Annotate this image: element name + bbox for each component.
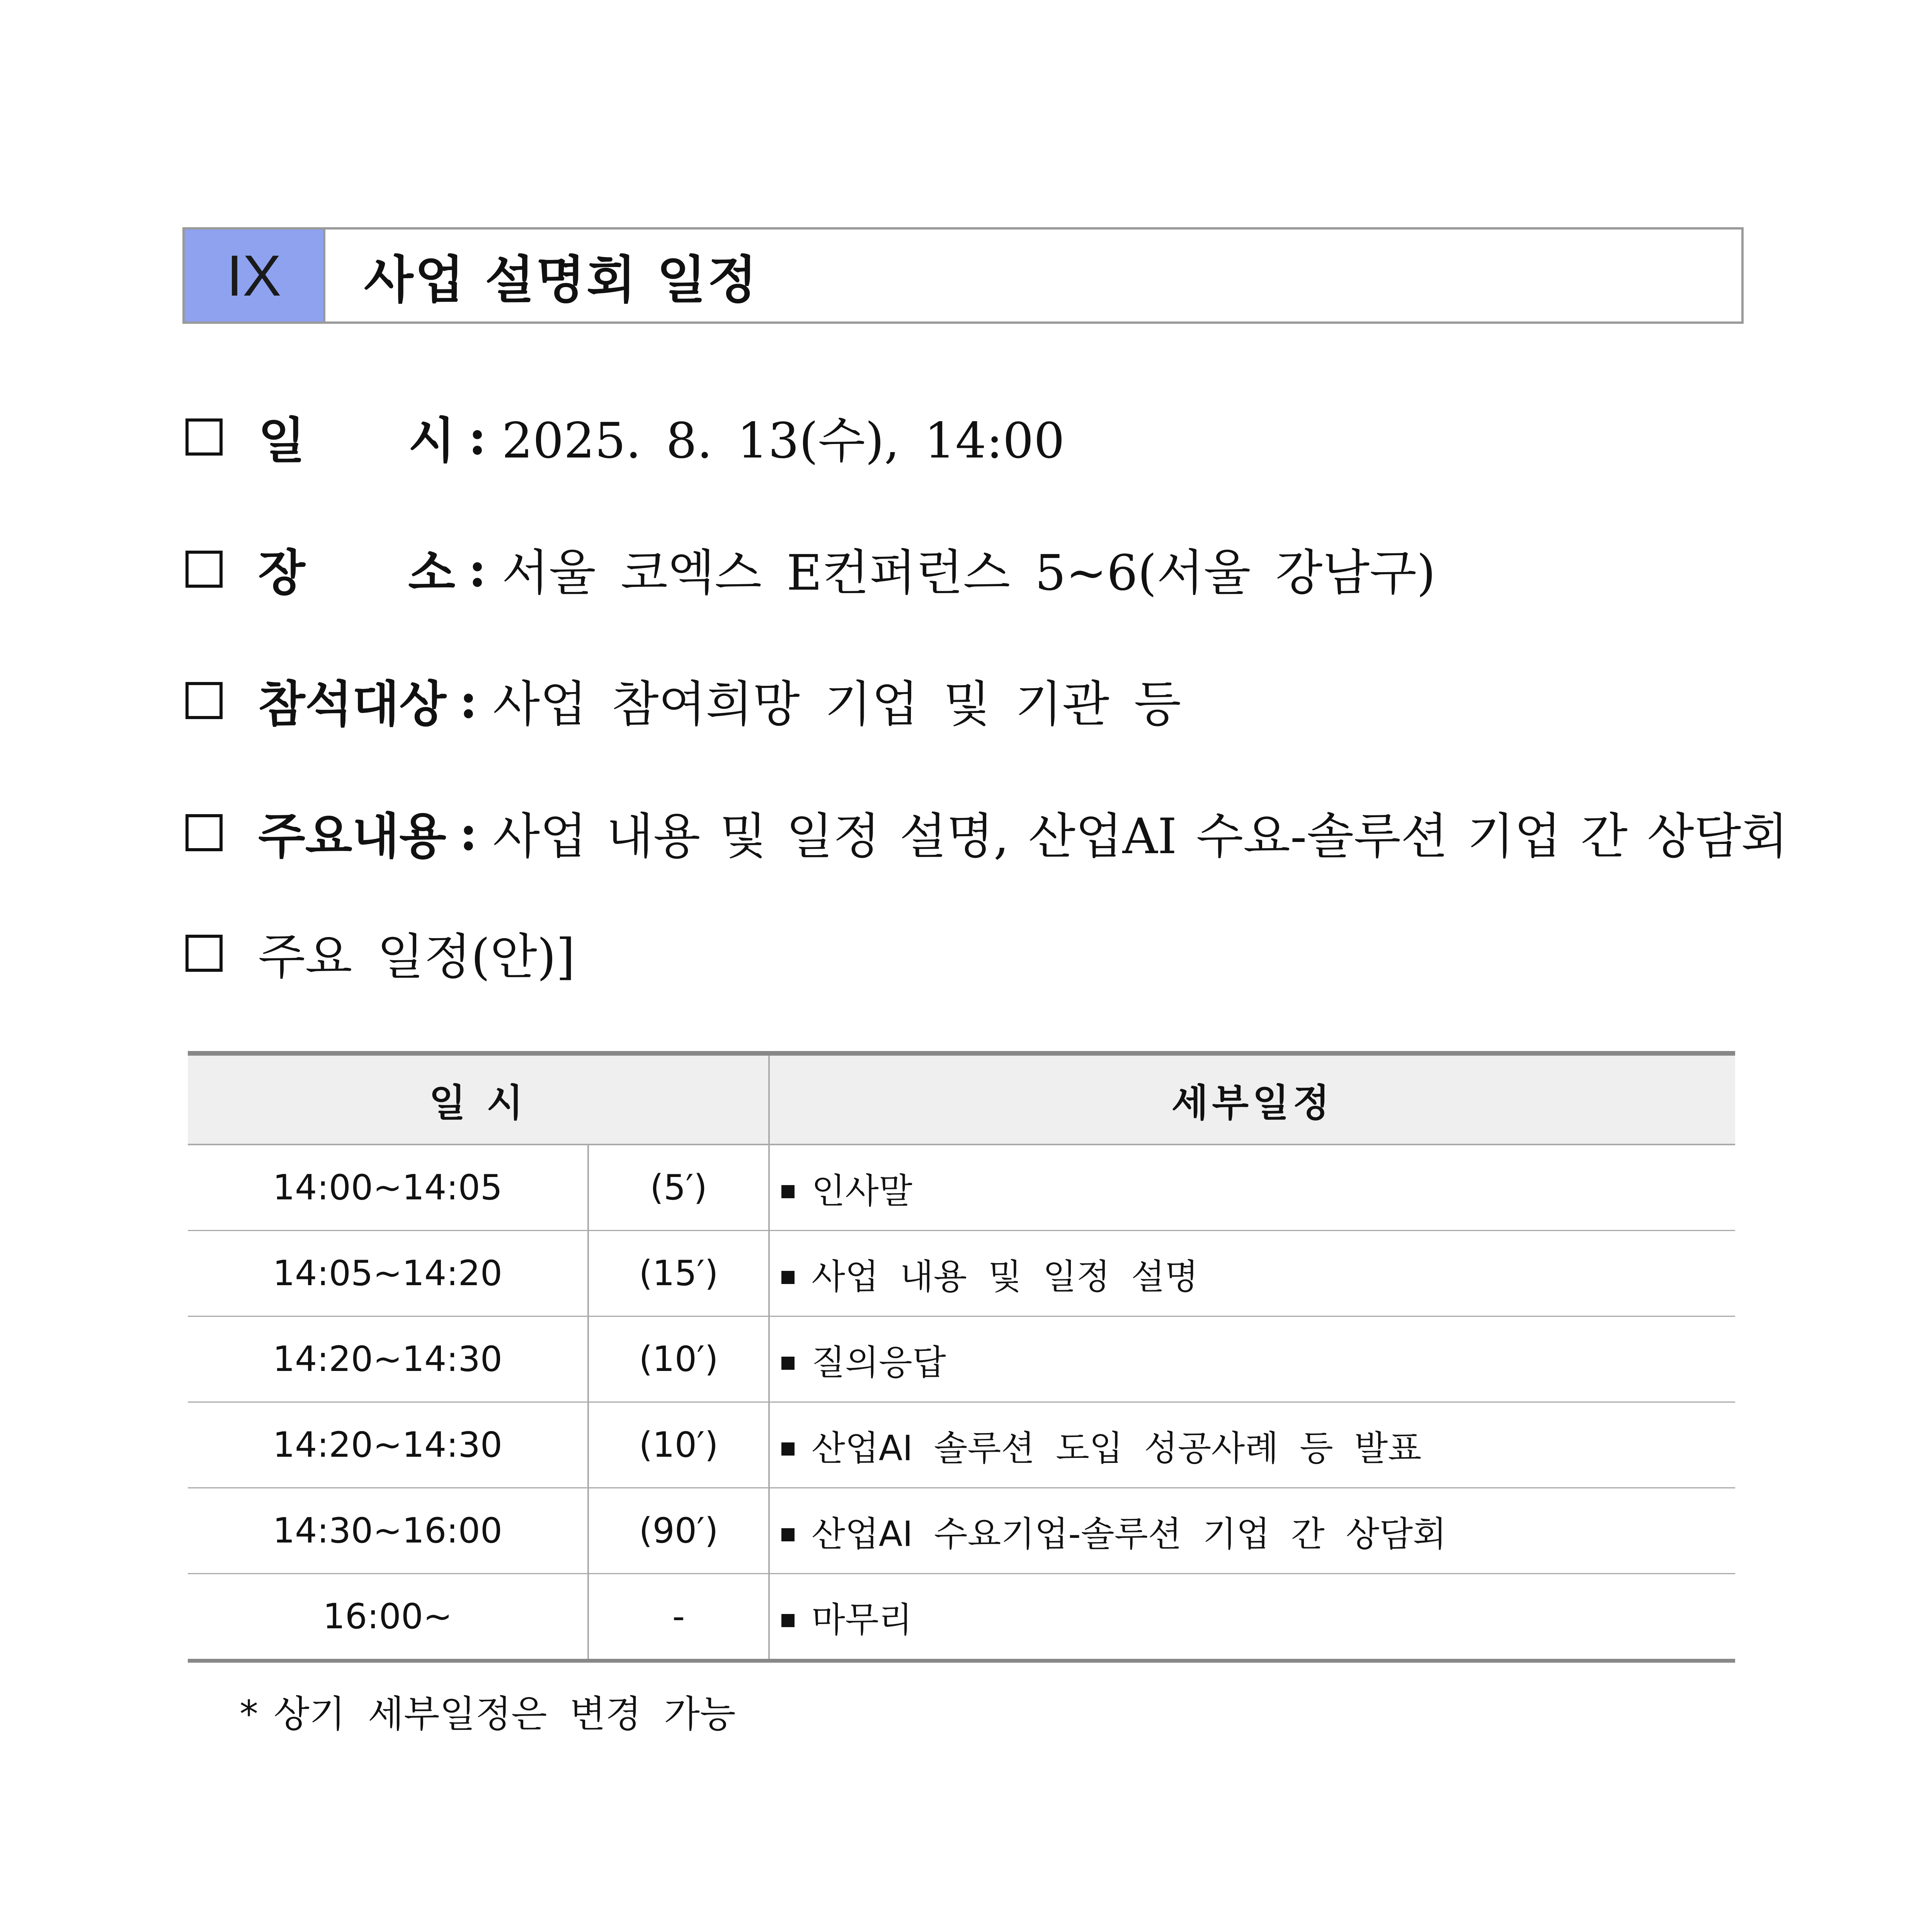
header-detail: 세부일정 (769, 1053, 1735, 1145)
table-row (188, 1145, 1735, 1231)
checkbox-square-icon (185, 935, 223, 972)
square-bullet-icon (781, 1185, 795, 1198)
row-time: 14:20~14:30 (188, 1402, 588, 1488)
info-value-datetime: 2025. 8. 13(수), 14:00 (502, 412, 1065, 469)
asterisk-mark: * (240, 1692, 258, 1736)
row-duration: (5′) (588, 1145, 769, 1231)
checkbox-square-icon (185, 551, 223, 588)
row-detail: 산업AI 수요기업-솔루션 기업 간 상담회 (769, 1488, 1735, 1574)
info-row-datetime (185, 402, 1065, 472)
row-time: 14:20~14:30 (188, 1316, 588, 1402)
info-row-audience (185, 665, 1181, 735)
square-bullet-icon (781, 1528, 795, 1541)
row-duration: - (588, 1574, 769, 1661)
row-time: 16:00~ (188, 1574, 588, 1661)
info-value-venue: 서울 코엑스 E컨퍼런스 5~6(서울 강남구) (502, 544, 1436, 601)
square-bullet-icon (781, 1357, 795, 1370)
row-duration: (90′) (588, 1488, 769, 1574)
note-text: 상기 세부일정은 변경 가능 (274, 1692, 736, 1736)
checkbox-square-icon (185, 418, 223, 456)
row-time: 14:30~16:00 (188, 1488, 588, 1574)
info-value-content: 사업 내용 및 일정 설명, 산업AI 수요-솔루션 기업 간 상담회 (493, 808, 1788, 865)
checkbox-square-icon (185, 814, 223, 851)
row-time: 14:05~14:20 (188, 1231, 588, 1316)
row-detail: 질의응답 (769, 1316, 1735, 1402)
table-row (188, 1231, 1735, 1316)
row-duration: (10′) (588, 1402, 769, 1488)
info-row-schedule-title (185, 918, 575, 988)
info-label-venue: 장 소 (258, 544, 455, 601)
info-label-audience: 참석대상 (258, 675, 446, 733)
square-bullet-icon (781, 1614, 795, 1627)
info-label-datetime: 일 시 (258, 412, 455, 469)
table-row (188, 1316, 1735, 1402)
square-bullet-icon (781, 1442, 795, 1456)
info-separator: : (459, 672, 478, 729)
row-time: 14:00~14:05 (188, 1145, 588, 1231)
row-duration: (15′) (588, 1231, 769, 1316)
info-row-content (185, 798, 1788, 867)
row-detail: 사업 내용 및 일정 설명 (769, 1231, 1735, 1316)
section-title: 사업 설명회 일정 (364, 250, 759, 310)
info-separator: : (468, 408, 487, 466)
info-label-content: 주요내용 (258, 808, 446, 865)
row-detail: 산업AI 솔루션 도입 성공사례 등 발표 (769, 1402, 1735, 1488)
header-time: 일 시 (188, 1053, 769, 1145)
table-row (188, 1402, 1735, 1488)
schedule-note (240, 1685, 736, 1738)
info-value-audience: 사업 참여희망 기업 및 기관 등 (493, 676, 1181, 733)
table-row (188, 1574, 1735, 1661)
info-separator: : (459, 804, 478, 861)
section-header (182, 227, 1744, 324)
info-separator: : (468, 540, 487, 598)
checkbox-square-icon (185, 682, 223, 719)
table-row (188, 1488, 1735, 1574)
schedule-table (188, 1051, 1735, 1663)
row-detail: 마무리 (769, 1574, 1735, 1661)
row-duration: (10′) (588, 1316, 769, 1402)
row-detail: 인사말 (769, 1145, 1735, 1231)
schedule-title: 주요 일정(안)] (258, 929, 575, 985)
square-bullet-icon (781, 1271, 795, 1284)
info-row-venue (185, 534, 1436, 604)
table-header-row (188, 1053, 1735, 1145)
section-number: IX (185, 230, 325, 321)
